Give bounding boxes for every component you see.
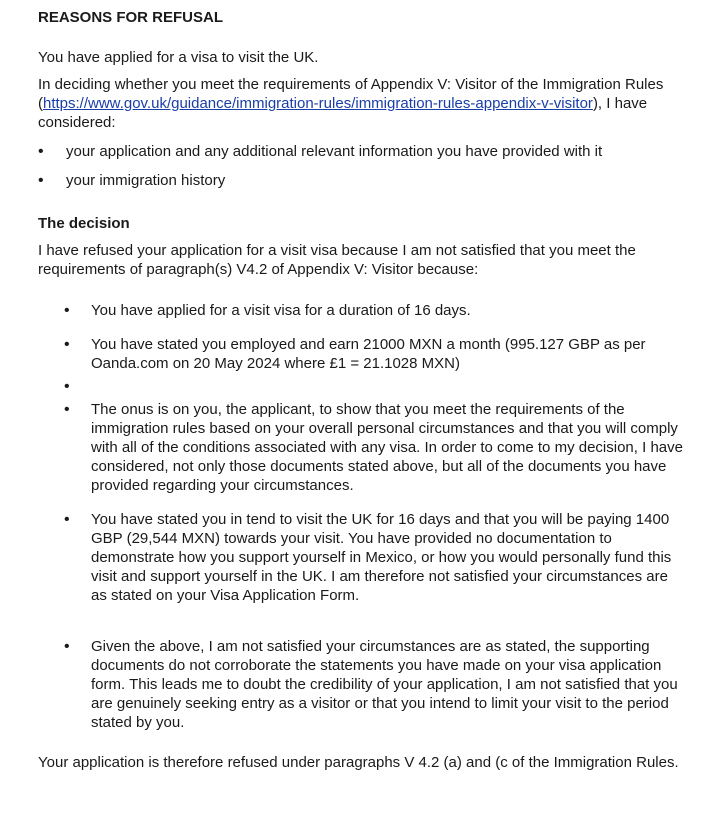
list-item: • your application and any additional relevant information you have provided with it bbox=[38, 142, 700, 161]
reason-item-empty bbox=[38, 377, 700, 396]
appendix-v-link[interactable]: https://www.gov.uk/guidance/immigration-rules/immigration-rules-appendix-v-visitor bbox=[43, 95, 593, 112]
considered-list bbox=[38, 142, 700, 190]
list-item: • your immigration history bbox=[38, 171, 700, 190]
reason-item: • The onus is on you, the applicant, to show that you meet the requirements of the immigration rules based on your overall personal circumstances and that you will comply with all of the conditions associated with any visa. In order to come to my decision, I have considered, not only those documents stated above, but all of the documents you have provided regarding your circumstances. bbox=[38, 400, 700, 495]
considered-suffix: ), I have considered: bbox=[38, 95, 648, 131]
page-title: REASONS FOR REFUSAL bbox=[38, 9, 224, 26]
reason-item: • You have stated you in tend to visit the UK for 16 days and that you will be paying 1400 GBP (29,544 MXN) towards your visit. You have provided no documentation to demonstrate how you support yourself in Mexico, or how you would personally fund this visit and support yourself in the UK. I am therefore not satisfied your circumstances are as stated on your Visa Application Form. bbox=[38, 510, 700, 605]
refusal-reasons-list bbox=[38, 301, 700, 732]
reason-item: • You have applied for a visit visa for a duration of 16 days. bbox=[38, 301, 700, 320]
considered-paragraph bbox=[38, 75, 700, 132]
intro-paragraph: You have applied for a visa to visit the UK. bbox=[38, 49, 319, 66]
reason-item: • You have stated you employed and earn 21000 MXN a month (995.127 GBP as per Oanda.com on 20 May 2024 where £1 = 21.1028 MXN) bbox=[38, 335, 700, 373]
decision-paragraph: I have refused your application for a visit visa because I am not satisfied that you meet the requirements of paragraph(s) V4.2 of Appendix V: Visitor because: bbox=[38, 242, 636, 278]
decision-heading: The decision bbox=[38, 215, 130, 232]
conclusion-paragraph: Your application is therefore refused under paragraphs V 4.2 (a) and (c of the Immigration Rules. bbox=[38, 754, 679, 771]
reason-item: • Given the above, I am not satisfied your circumstances are as stated, the supporting documents do not corroborate the statements you have made on your visa application form. This leads me to doubt the credibility of your application, I am not satisfied that you are genuinely seeking entry as a visitor or that you intend to limit your visit to the period stated by you. bbox=[38, 637, 700, 732]
considered-prefix: In deciding whether you meet the requirements of Appendix V: Visitor of the Immigration Rules ( bbox=[38, 76, 664, 112]
